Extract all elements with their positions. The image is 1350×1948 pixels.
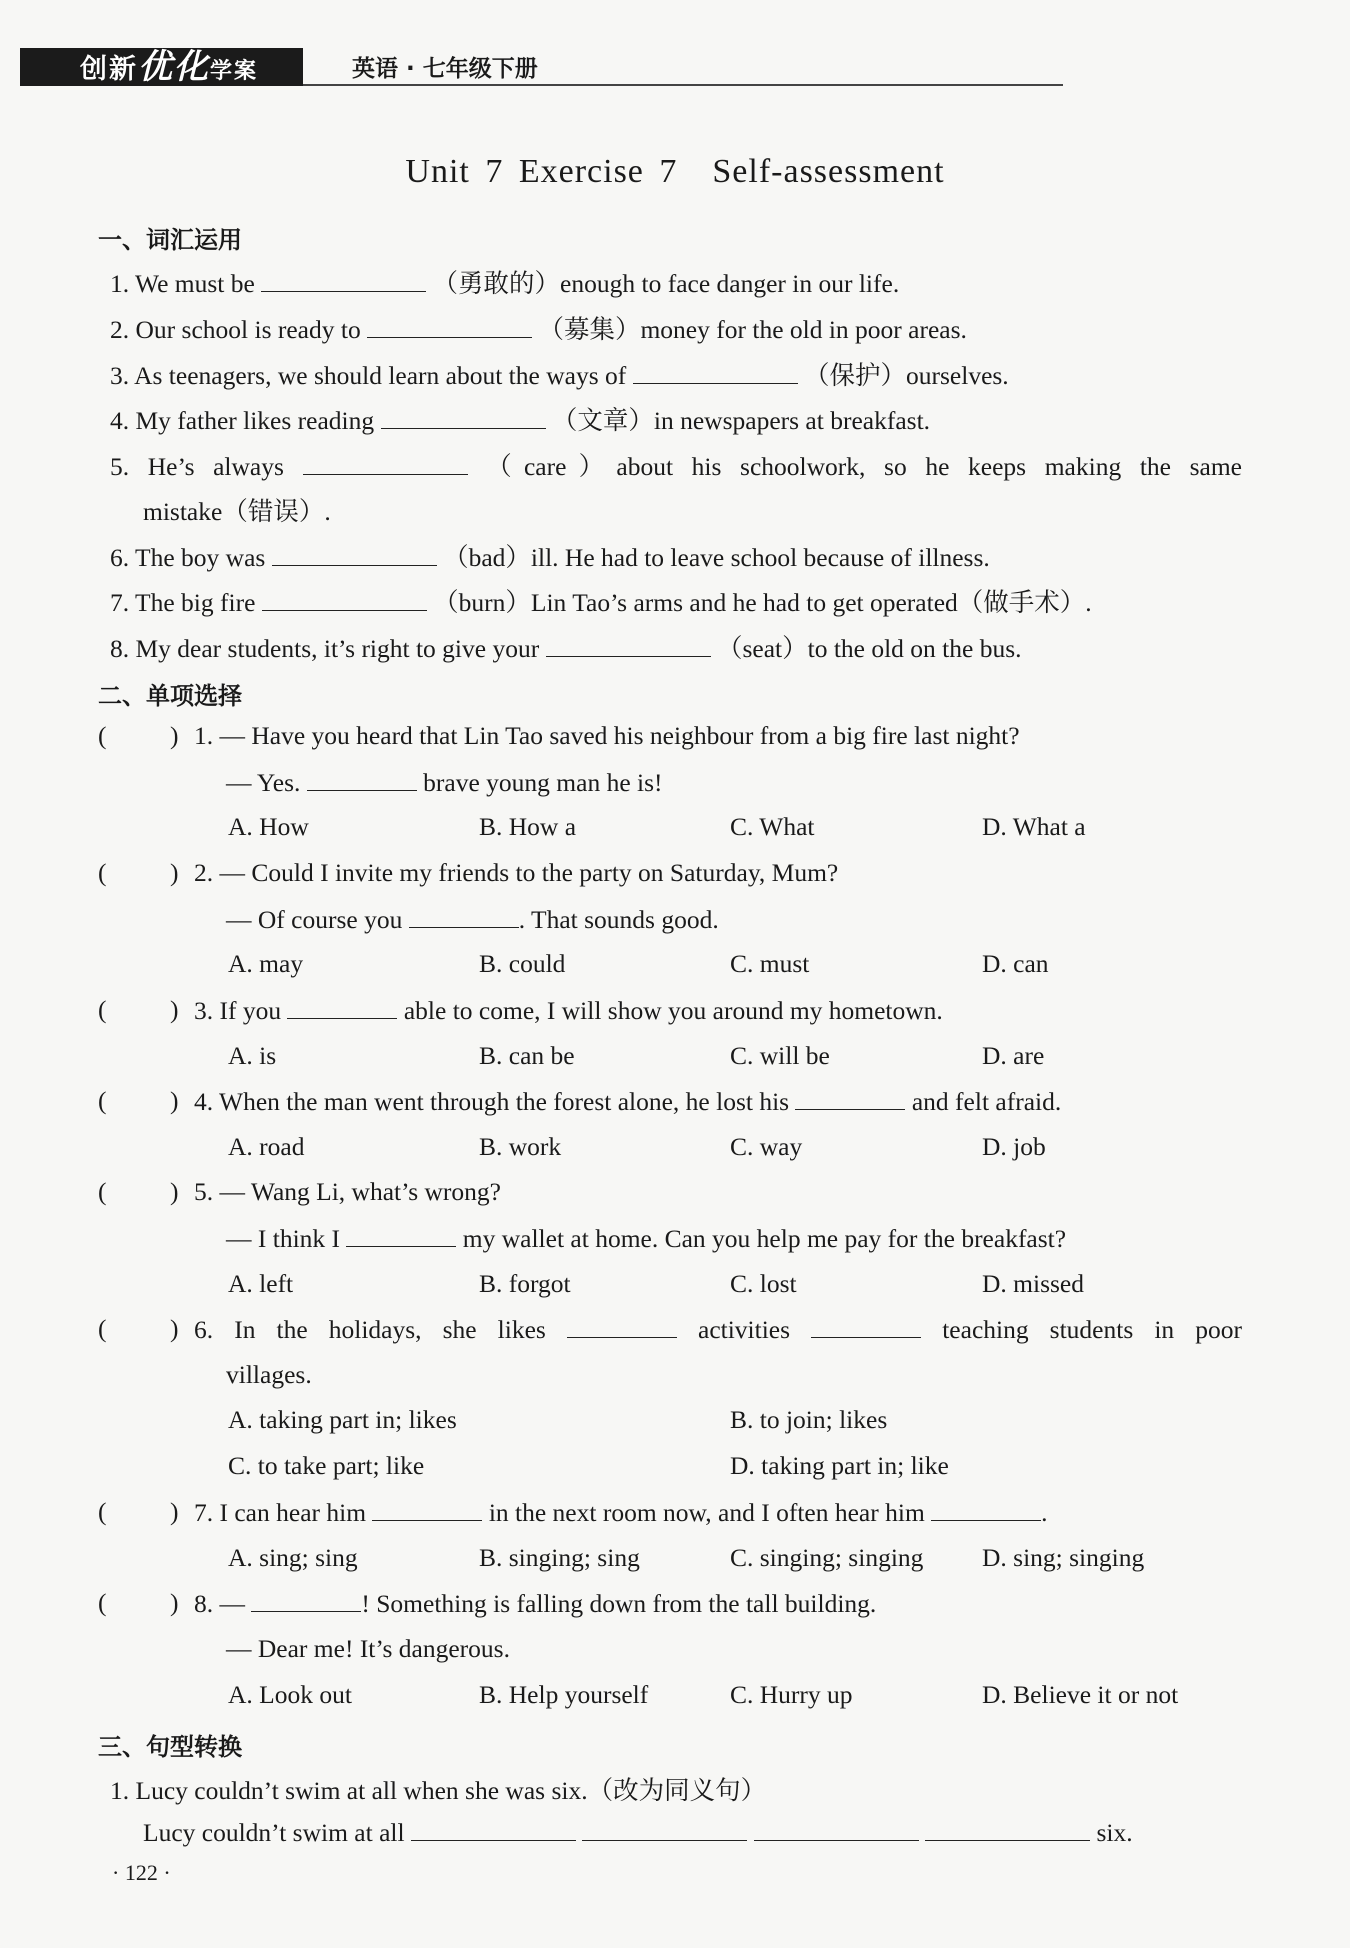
answer-blank[interactable] (925, 1817, 1090, 1841)
header-rule (303, 84, 1063, 86)
option-a: A. taking part in; likes (228, 1405, 457, 1434)
option-c: C. singing; singing (730, 1543, 924, 1572)
answer-bracket[interactable]: ( ) (98, 1588, 179, 1617)
answer-blank[interactable] (287, 995, 397, 1019)
answer-blank[interactable] (262, 587, 427, 611)
answer-blank[interactable] (931, 1497, 1041, 1521)
option-b: B. work (479, 1132, 562, 1161)
option-b: B. to join; likes (730, 1405, 888, 1434)
page-header (20, 48, 1040, 88)
answer-blank[interactable] (261, 268, 426, 292)
option-a: A. is (228, 1041, 277, 1070)
option-c: C. lost (730, 1269, 797, 1298)
section-heading-choice: 二、单项选择 (98, 682, 242, 710)
subject-label: 英语 · 七年级下册 (352, 56, 538, 82)
answer-blank[interactable] (367, 314, 532, 338)
answer-blank[interactable] (633, 360, 798, 384)
question-stem: 2. — Could I invite my friends to the party on Saturday, Mum? (194, 858, 839, 887)
answer-bracket[interactable]: ( ) (98, 995, 179, 1024)
option-b: B. Help yourself (479, 1680, 649, 1709)
option-d: D. missed (982, 1269, 1084, 1298)
option-b: B. could (479, 949, 566, 978)
question-stem: 6. In the holidays, she likes activities teaching students in poor (194, 1314, 1242, 1344)
option-c: C. way (730, 1132, 803, 1161)
option-d: D. job (982, 1132, 1046, 1161)
option-d: D. are (982, 1041, 1045, 1070)
answer-blank[interactable] (272, 542, 437, 566)
question-stem: 7. I can hear him in the next room now, and I often hear him . (194, 1497, 1048, 1527)
question-reply: — Yes. brave young man he is! (226, 767, 663, 797)
vocab-item: 6. The boy was （bad）ill. He had to leave school because of illness. (110, 543, 990, 572)
answer-bracket[interactable]: ( ) (98, 858, 179, 887)
vocab-item: 2. Our school is ready to （募集）money for the old in poor areas. (110, 315, 967, 344)
answer-blank[interactable] (251, 1588, 361, 1612)
option-c: C. What (730, 812, 815, 841)
answer-bracket[interactable]: ( ) (98, 1086, 179, 1115)
option-c: C. Hurry up (730, 1680, 853, 1709)
answer-blank[interactable] (582, 1817, 747, 1841)
vocab-item: 7. The big fire （burn）Lin Tao’s arms and he had to get operated（做手术）. (110, 588, 1092, 617)
answer-blank[interactable] (409, 904, 519, 928)
option-d: D. can (982, 949, 1049, 978)
vocab-item: 1. We must be （勇敢的）enough to face danger in our life. (110, 269, 900, 298)
option-b: B. singing; sing (479, 1543, 640, 1572)
option-d: D. taking part in; like (730, 1451, 949, 1480)
question-reply: — Of course you . That sounds good. (226, 904, 719, 934)
option-a: A. may (228, 949, 304, 978)
option-c: C. will be (730, 1041, 830, 1070)
brand-logo: 创新优化学案 (20, 48, 303, 86)
question-stem: 1. — Have you heard that Lin Tao saved his neighbour from a big fire last night? (194, 721, 1020, 750)
section-heading-transform: 三、句型转换 (98, 1733, 242, 1761)
answer-bracket[interactable]: ( ) (98, 721, 179, 750)
option-a: A. road (228, 1132, 305, 1161)
question-stem-cont: villages. (226, 1360, 312, 1389)
page-title: Unit 7 Exercise 7 Self-assessment (405, 153, 945, 190)
option-a: A. How (228, 812, 309, 841)
vocab-item: 8. My dear students, it’s right to give your （seat）to the old on the bus. (110, 634, 1022, 663)
question-stem: 5. — Wang Li, what’s wrong? (194, 1177, 501, 1206)
answer-bracket[interactable]: ( ) (98, 1314, 179, 1343)
vocab-item: 5. He’s always （care）about his schoolwork, so he keeps making the same (110, 452, 1242, 481)
vocab-item-cont: mistake（错误）. (143, 497, 331, 526)
option-a: A. left (228, 1269, 294, 1298)
answer-blank[interactable] (411, 1817, 576, 1841)
transform-question: 1. Lucy couldn’t swim at all when she was six.（改为同义句） (110, 1776, 767, 1805)
option-b: B. How a (479, 812, 577, 841)
answer-blank[interactable] (546, 633, 711, 657)
option-a: A. sing; sing (228, 1543, 358, 1572)
answer-blank[interactable] (381, 405, 546, 429)
answer-bracket[interactable]: ( ) (98, 1177, 179, 1206)
option-c: C. to take part; like (228, 1451, 425, 1480)
transform-answer-line: Lucy couldn’t swim at all six. (143, 1817, 1133, 1847)
question-reply: — I think I my wallet at home. Can you help me pay for the breakfast? (226, 1223, 1067, 1253)
answer-bracket[interactable]: ( ) (98, 1497, 179, 1526)
option-b: B. forgot (479, 1269, 571, 1298)
option-d: D. Believe it or not (982, 1680, 1179, 1709)
option-d: D. sing; singing (982, 1543, 1145, 1572)
option-a: A. Look out (228, 1680, 352, 1709)
question-stem: 3. If you able to come, I will show you around my hometown. (194, 995, 943, 1025)
answer-blank[interactable] (811, 1314, 921, 1338)
question-reply: — Dear me! It’s dangerous. (226, 1634, 510, 1663)
option-c: C. must (730, 949, 810, 978)
vocab-item: 3. As teenagers, we should learn about the ways of （保护）ourselves. (110, 361, 1009, 390)
vocab-item: 4. My father likes reading （文章）in newspapers at breakfast. (110, 406, 931, 435)
answer-blank[interactable] (372, 1497, 482, 1521)
question-stem: 8. — ! Something is falling down from the tall building. (194, 1588, 877, 1618)
answer-blank[interactable] (754, 1817, 919, 1841)
option-b: B. can be (479, 1041, 575, 1070)
answer-blank[interactable] (567, 1314, 677, 1338)
answer-blank[interactable] (307, 767, 417, 791)
question-stem: 4. When the man went through the forest alone, he lost his and felt afraid. (194, 1086, 1062, 1116)
page-number: · 122 · (112, 1860, 171, 1885)
section-heading-vocab: 一、词汇运用 (98, 226, 242, 254)
answer-blank[interactable] (346, 1223, 456, 1247)
option-d: D. What a (982, 812, 1086, 841)
answer-blank[interactable] (795, 1086, 905, 1110)
answer-blank[interactable] (303, 451, 468, 475)
